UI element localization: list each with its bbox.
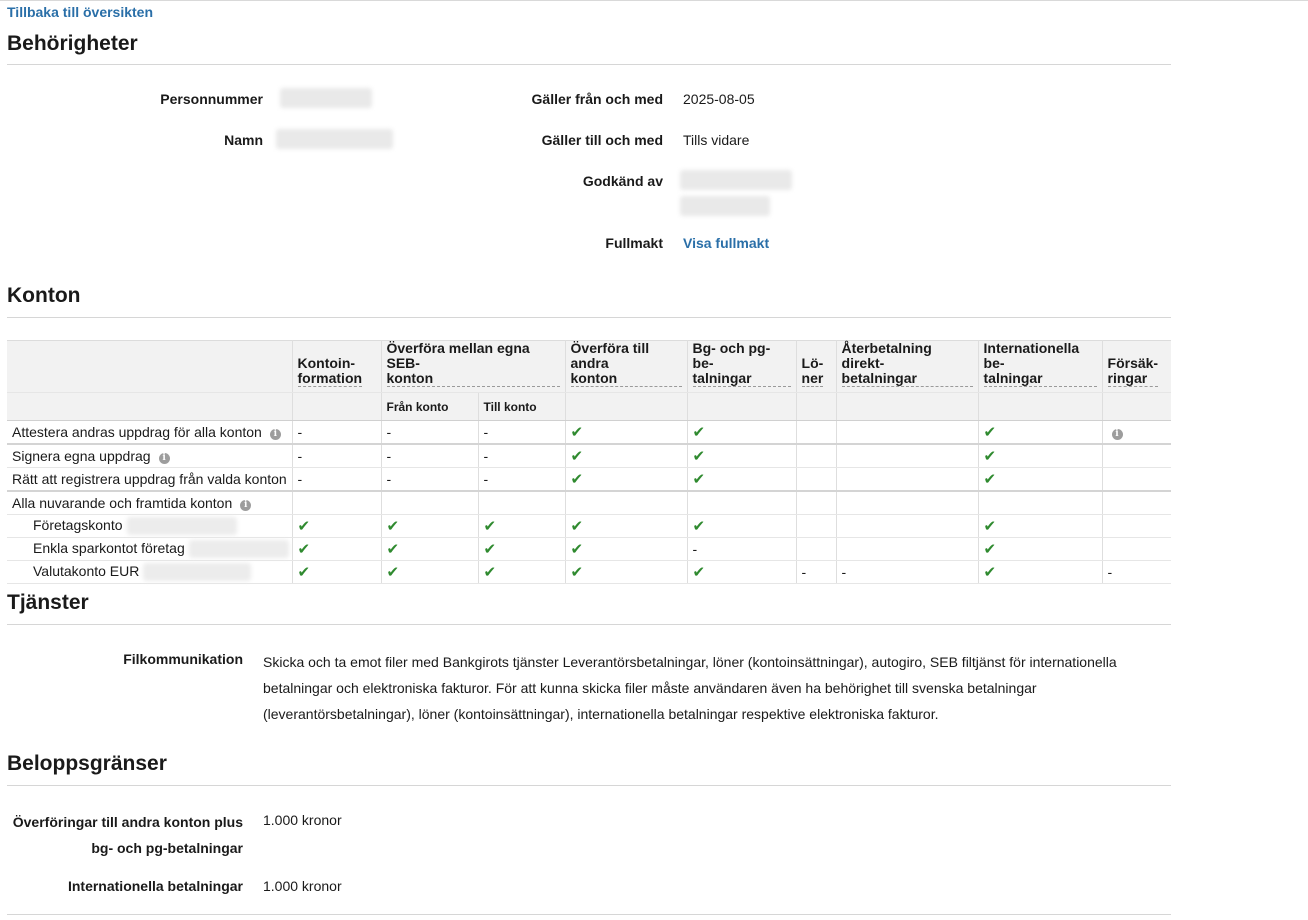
check-icon: ✔ — [983, 540, 997, 558]
permission-cell — [687, 515, 796, 538]
dash-value: - — [841, 564, 847, 580]
check-icon: ✔ — [570, 470, 584, 488]
permission-cell — [565, 421, 687, 445]
permission-cell — [381, 538, 478, 561]
row-label — [7, 444, 292, 468]
dash-value: - — [1107, 564, 1113, 580]
permission-cell — [292, 444, 381, 468]
check-icon: ✔ — [692, 470, 706, 488]
dash-value: - — [386, 448, 392, 464]
permission-cell — [978, 421, 1102, 445]
permission-cell — [836, 444, 978, 468]
permission-cell — [796, 491, 836, 515]
subheader-fran-konto: Från konto — [381, 393, 478, 421]
dash-value: - — [483, 448, 489, 464]
check-icon: ✔ — [983, 423, 997, 441]
account-row — [7, 561, 1171, 584]
permission-cell — [565, 538, 687, 561]
permission-row — [7, 491, 1171, 515]
info-icon[interactable]: i — [270, 429, 281, 440]
permission-cell — [565, 491, 687, 515]
col-header-loner[interactable]: Lö- ner — [796, 341, 836, 393]
row-label-text: Rätt att registrera uppdrag från valda konton — [12, 471, 287, 487]
permission-cell — [381, 468, 478, 492]
permission-cell — [1102, 421, 1171, 445]
permission-cell — [381, 444, 478, 468]
permission-cell — [292, 421, 381, 445]
power-of-attorney-label: Fullmakt — [605, 235, 663, 251]
permission-cell — [978, 538, 1102, 561]
permission-cell — [687, 538, 796, 561]
permission-cell — [796, 421, 836, 445]
dash-value: - — [692, 541, 698, 557]
permission-cell — [836, 421, 978, 445]
limit-value-transfers: 1.000 kronor — [263, 812, 342, 828]
check-icon: ✔ — [483, 517, 497, 535]
permission-cell — [687, 491, 796, 515]
permission-cell — [478, 421, 565, 445]
permission-cell — [836, 468, 978, 492]
check-icon: ✔ — [983, 563, 997, 581]
permission-cell — [292, 515, 381, 538]
permission-row — [7, 444, 1171, 468]
check-icon: ✔ — [983, 447, 997, 465]
permission-row — [7, 468, 1171, 492]
check-icon: ✔ — [297, 540, 311, 558]
valid-to-value: Tills vidare — [683, 132, 750, 148]
bottom-divider — [7, 914, 1171, 915]
subheader-till-konto: Till konto — [478, 393, 565, 421]
valid-from-value: 2025-08-05 — [683, 91, 755, 107]
account-row — [7, 515, 1171, 538]
page-title: Behörigheter — [7, 32, 138, 55]
permission-cell — [796, 561, 836, 584]
row-label-text: Företagskonto — [33, 516, 123, 533]
check-icon: ✔ — [692, 517, 706, 535]
permissions-table — [7, 340, 1171, 584]
check-icon: ✔ — [692, 423, 706, 441]
accounts-section-title: Konton — [7, 284, 81, 307]
info-icon[interactable]: i — [159, 453, 170, 464]
dash-value: - — [386, 424, 392, 440]
namn-label: Namn — [224, 132, 263, 148]
permission-cell — [687, 561, 796, 584]
permission-cell — [1102, 515, 1171, 538]
row-label-text: Valutakonto EUR — [33, 562, 140, 579]
dash-value: - — [386, 471, 392, 487]
permission-cell — [292, 538, 381, 561]
approved-by-name2-redacted — [680, 196, 770, 216]
permission-cell — [978, 515, 1102, 538]
row-label — [7, 515, 292, 538]
dash-value: - — [297, 448, 303, 464]
info-icon[interactable]: i — [1112, 429, 1123, 440]
permission-cell — [978, 561, 1102, 584]
permission-cell — [836, 538, 978, 561]
permission-cell — [796, 515, 836, 538]
account-row — [7, 538, 1171, 561]
permission-cell — [978, 444, 1102, 468]
permission-cell — [565, 561, 687, 584]
permission-cell — [1102, 538, 1171, 561]
personnummer-value-redacted — [280, 88, 372, 108]
row-label — [7, 491, 292, 515]
row-label — [7, 538, 292, 561]
col-header-overfora-andra[interactable]: Överföra till andra konton — [565, 341, 687, 393]
check-icon: ✔ — [570, 563, 584, 581]
permission-cell — [687, 444, 796, 468]
col-header-forsakringar[interactable]: Försäk- ringar — [1102, 341, 1171, 393]
check-icon: ✔ — [983, 517, 997, 535]
check-icon: ✔ — [386, 563, 400, 581]
check-icon: ✔ — [483, 563, 497, 581]
accounts-divider — [7, 317, 1171, 318]
permission-cell — [478, 468, 565, 492]
permission-cell — [836, 491, 978, 515]
col-header-kontoinformation[interactable]: Kontoin- formation — [292, 341, 381, 393]
limit-label-international: Internationella betalningar — [67, 878, 243, 894]
permission-cell — [796, 444, 836, 468]
check-icon: ✔ — [570, 517, 584, 535]
permission-cell — [478, 515, 565, 538]
check-icon: ✔ — [570, 423, 584, 441]
permission-cell — [687, 421, 796, 445]
service-name: Filkommunikation — [123, 651, 243, 667]
col-header-internationella[interactable]: Internationella be- talningar — [978, 341, 1102, 393]
approved-by-label: Godkänd av — [582, 173, 663, 189]
row-label — [7, 561, 292, 584]
permission-cell — [1102, 561, 1171, 584]
permission-cell — [796, 538, 836, 561]
services-divider — [7, 624, 1171, 625]
permission-cell — [565, 468, 687, 492]
personnummer-label: Personnummer — [160, 91, 263, 107]
top-divider — [0, 0, 1308, 1]
dash-value: - — [297, 471, 303, 487]
permission-cell — [565, 515, 687, 538]
check-icon: ✔ — [483, 540, 497, 558]
check-icon: ✔ — [983, 470, 997, 488]
check-icon: ✔ — [692, 447, 706, 465]
permission-cell — [381, 561, 478, 584]
permission-cell — [836, 515, 978, 538]
check-icon: ✔ — [386, 540, 400, 558]
dash-value: - — [297, 424, 303, 440]
permission-cell — [292, 561, 381, 584]
limits-section-title: Beloppsgränser — [7, 752, 167, 775]
permission-cell — [478, 561, 565, 584]
account-number-redacted — [143, 563, 251, 581]
row-label-text: Signera egna uppdrag — [12, 448, 151, 464]
permission-cell — [836, 561, 978, 584]
permission-cell — [381, 421, 478, 445]
check-icon: ✔ — [570, 540, 584, 558]
row-label-text: Attestera andras uppdrag för alla konton — [12, 424, 262, 440]
valid-from-label: Gäller från och med — [531, 91, 663, 107]
permission-cell — [978, 491, 1102, 515]
permission-cell — [292, 491, 381, 515]
permission-cell — [381, 515, 478, 538]
permission-cell — [1102, 491, 1171, 515]
col-header-overfora-egna[interactable]: Överföra mellan egna SEB- konton — [381, 341, 565, 393]
corner-header — [7, 341, 292, 393]
dash-value: - — [483, 471, 489, 487]
limit-label-transfers: Överföringar till andra konton plus bg- och pg-betalningar — [12, 814, 243, 856]
check-icon: ✔ — [297, 563, 311, 581]
permission-cell — [978, 468, 1102, 492]
permission-cell — [1102, 468, 1171, 492]
col-header-bg-pg[interactable]: Bg- och pg-be- talningar — [687, 341, 796, 393]
row-label — [7, 468, 292, 492]
permission-row — [7, 421, 1171, 445]
title-divider — [7, 64, 1171, 65]
check-icon: ✔ — [386, 517, 400, 535]
dash-value: - — [801, 564, 807, 580]
col-header-aterbetalning[interactable]: Återbetalning direkt- betalningar — [836, 341, 978, 393]
permission-cell — [478, 491, 565, 515]
permission-cell — [381, 491, 478, 515]
account-number-redacted — [189, 540, 289, 558]
limits-divider — [7, 785, 1171, 786]
permission-cell — [478, 538, 565, 561]
back-to-overview-link[interactable]: Tillbaka till översikten — [7, 4, 154, 20]
permission-cell — [565, 444, 687, 468]
valid-to-label: Gäller till och med — [541, 132, 663, 148]
limit-value-international: 1.000 kronor — [263, 878, 342, 894]
check-icon: ✔ — [297, 517, 311, 535]
check-icon: ✔ — [570, 447, 584, 465]
permission-cell — [478, 444, 565, 468]
check-icon: ✔ — [692, 563, 706, 581]
dash-value: - — [483, 424, 489, 440]
info-icon[interactable]: i — [240, 500, 251, 511]
row-label — [7, 421, 292, 445]
service-description: Skicka och ta emot filer med Bankgirots tjänster Leverantörsbetalningar, löner (kontoinsättningar), autogiro, SEB filtjänst för internationella betalningar och elektroniska fakturor. För att kunna skicka filer måste användaren även ha behörighet till svenska betalningar (leverantörsbetalningar), löner (kontoinsättningar), internationella betalningar respektive elektroniska fakturor. — [263, 654, 1117, 722]
permission-cell — [292, 468, 381, 492]
view-power-of-attorney-link[interactable]: Visa fullmakt — [683, 235, 770, 251]
permission-cell — [687, 468, 796, 492]
row-label-text: Alla nuvarande och framtida konton — [12, 495, 233, 511]
namn-value-redacted — [276, 129, 393, 149]
approved-by-name-redacted — [680, 170, 792, 190]
row-label-text: Enkla sparkontot företag — [33, 539, 185, 556]
account-number-redacted — [127, 517, 237, 535]
permission-cell — [796, 468, 836, 492]
services-section-title: Tjänster — [7, 591, 89, 614]
permission-cell — [1102, 444, 1171, 468]
